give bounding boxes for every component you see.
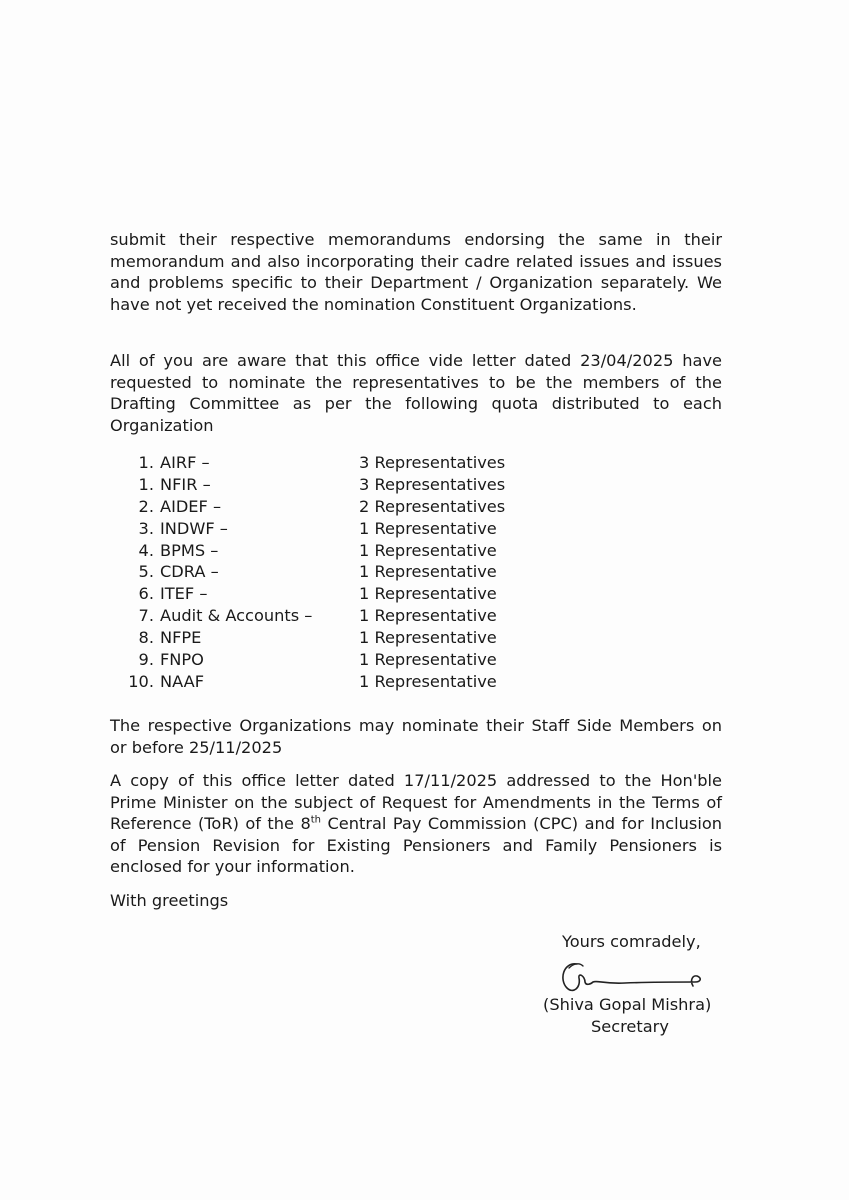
quota-number: 10. xyxy=(128,671,154,691)
quota-row xyxy=(110,561,570,583)
paragraph-text-part: A copy of this office letter dated 17/11/2025 addressed to the Hon'ble Prime Minister on the subject of Request for Amendments in the Terms of Reference (ToR) of the 8 xyxy=(110,771,722,834)
quota-organization: NFIR – xyxy=(160,474,211,494)
quota-representatives: 1 Representative xyxy=(359,671,497,691)
quota-number: 2. xyxy=(138,496,154,516)
closing-line: Yours comradely, xyxy=(562,932,701,951)
quota-number: 9. xyxy=(138,650,154,670)
quota-representatives: 1 Representative xyxy=(359,540,497,560)
paragraph-drafting-committee xyxy=(110,350,722,436)
quota-representatives: 1 Representative xyxy=(359,650,497,670)
quota-row xyxy=(110,605,570,627)
paragraph-text: submit their respective memorandums endorsing the same in their memorandum and also incorporating their cadre related issues and issues and problems specific to their Department / Organization separately. We have not yet received the nomination Constituent Organizations. xyxy=(110,230,722,314)
quota-number: 1. xyxy=(138,453,154,472)
greeting: With greetings xyxy=(110,891,229,910)
quota-row xyxy=(110,496,570,518)
quota-representatives: 1 Representative xyxy=(359,606,497,626)
paragraph-text xyxy=(110,770,722,878)
quota-number: 8. xyxy=(138,628,154,648)
paragraph-text-part: Central Pay Commission (CPC) and for Inclusion of Pension Revision for Existing Pensioners and Family Pensioners is enclosed for your information. xyxy=(110,814,722,877)
quota-list xyxy=(110,452,570,693)
paragraph-text: All of you are aware that this office vide letter dated 23/04/2025 have requested to nominate the representatives to be the members of the Drafting Committee as per the following quota distributed to each Organization xyxy=(110,351,722,435)
quota-row xyxy=(110,518,570,540)
quota-representatives: 1 Representative xyxy=(359,562,497,582)
quota-representatives: 1 Representative xyxy=(359,628,497,648)
paragraph-enclosure xyxy=(110,770,722,878)
quota-row xyxy=(110,671,570,693)
quota-row xyxy=(110,540,570,562)
quota-organization: AIRF – xyxy=(160,453,210,472)
quota-number: 1. xyxy=(138,474,154,494)
quota-number: 5. xyxy=(138,562,154,582)
quota-row xyxy=(110,452,570,474)
quota-representatives: 1 Representative xyxy=(359,584,497,604)
quota-row xyxy=(110,583,570,605)
quota-number: 6. xyxy=(138,584,154,604)
quota-organization: NFPE xyxy=(160,628,202,648)
quota-representatives: 1 Representative xyxy=(359,518,497,538)
quota-organization: AIDEF – xyxy=(160,496,222,516)
superscript: th xyxy=(310,814,322,826)
quota-organization: BPMS – xyxy=(160,540,219,560)
quota-number: 3. xyxy=(138,518,154,538)
quota-row xyxy=(110,627,570,649)
quota-row xyxy=(110,649,570,671)
paragraph-memorandum xyxy=(110,229,722,315)
quota-organization: Audit & Accounts – xyxy=(160,606,313,626)
quota-organization: INDWF – xyxy=(160,518,228,538)
quota-number: 7. xyxy=(138,606,154,626)
quota-row xyxy=(110,474,570,496)
quota-organization: FNPO xyxy=(160,650,204,670)
quota-number: 4. xyxy=(138,540,154,560)
quota-representatives: 3 Representatives xyxy=(359,474,506,494)
signatory-name: (Shiva Gopal Mishra) xyxy=(543,995,712,1014)
paragraph-text: The respective Organizations may nominate their Staff Side Members on or before 25/11/2025 xyxy=(110,716,722,757)
quota-organization: ITEF – xyxy=(160,584,208,604)
signature-image xyxy=(555,952,705,1000)
quota-representatives: 2 Representatives xyxy=(359,496,506,516)
quota-organization: NAAF xyxy=(160,671,205,691)
signatory-designation: Secretary xyxy=(591,1017,669,1036)
quota-organization: CDRA – xyxy=(160,562,219,582)
quota-representatives: 3 Representatives xyxy=(359,453,506,472)
paragraph-nomination-deadline xyxy=(110,715,722,758)
